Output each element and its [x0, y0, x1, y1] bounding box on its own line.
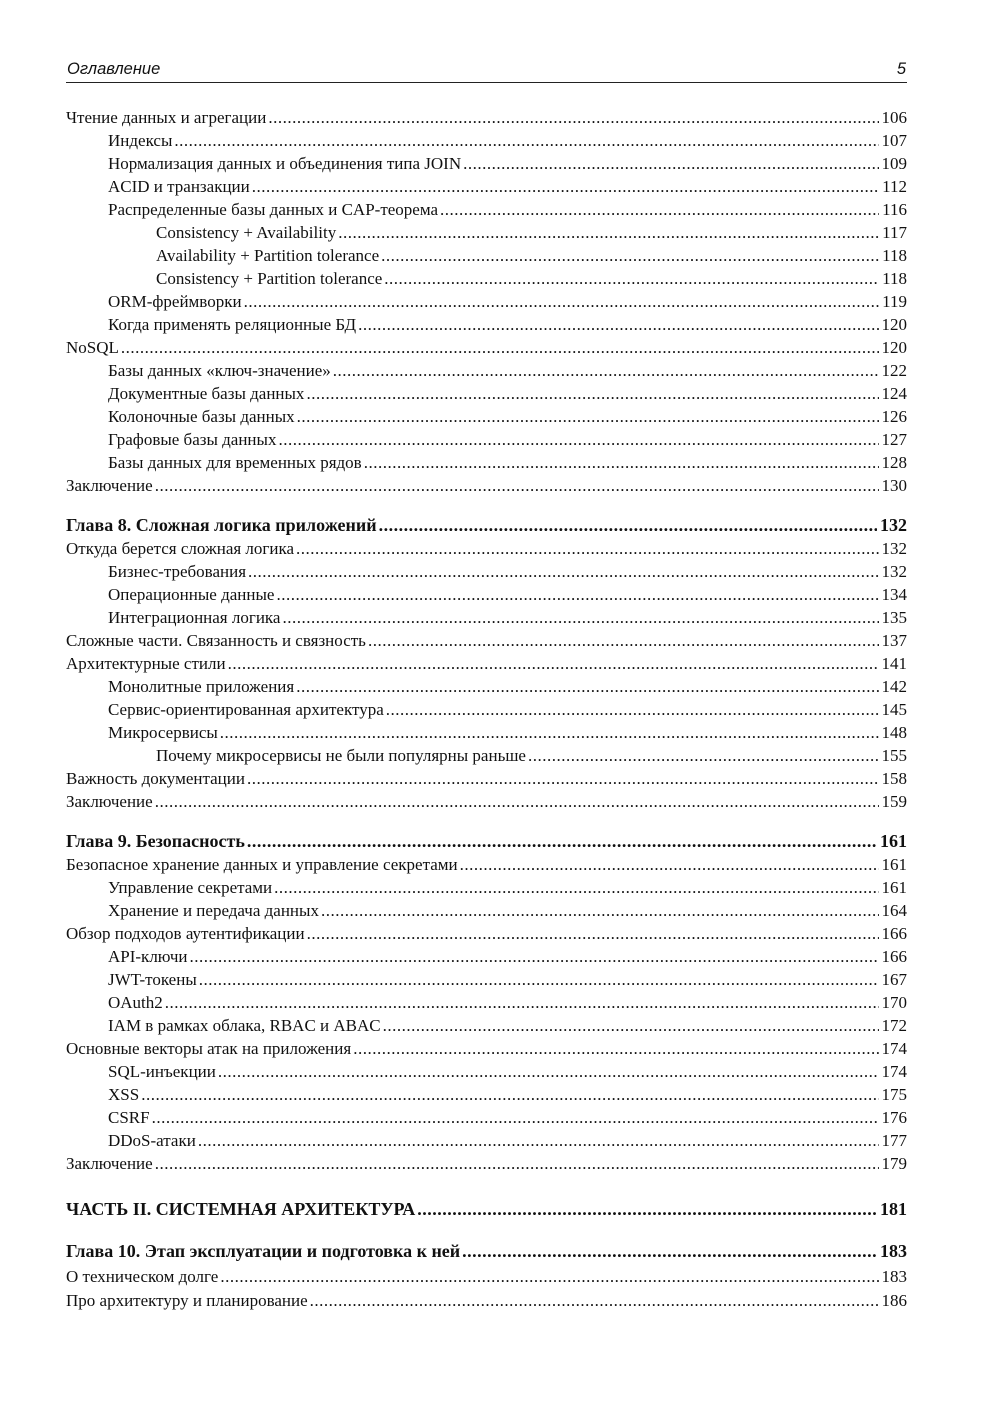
toc-dot-leader	[199, 968, 879, 991]
toc-dot-leader	[165, 991, 879, 1014]
toc-entry	[66, 405, 907, 428]
toc-entry-title: Бизнес-требования	[108, 562, 247, 581]
toc-entry-page: 107	[881, 131, 907, 150]
toc-entry	[66, 583, 907, 606]
toc-entry-title: Глава 10. Этап эксплуатации и подготовка к ней	[66, 1241, 461, 1261]
toc-entry-title: ЧАСТЬ II. СИСТЕМНАЯ АРХИТЕКТУРА	[66, 1199, 416, 1219]
toc-entry-page: 119	[882, 292, 907, 311]
toc-entry-title: Микросервисы	[108, 723, 218, 742]
toc-dot-leader	[364, 451, 879, 474]
toc-entry-page: 158	[881, 769, 907, 788]
toc-entry	[66, 991, 907, 1014]
toc-entry-title: Индексы	[108, 131, 173, 150]
toc-entry-title: Глава 9. Безопасность	[66, 831, 245, 851]
toc-entry-title: Про архитектуру и планирование	[66, 1291, 308, 1310]
toc-entry-page: 132	[881, 539, 907, 558]
toc-dot-leader	[141, 1083, 878, 1106]
toc-entry-page: 155	[881, 746, 907, 765]
toc-entry-title: Графовые базы данных	[108, 430, 277, 449]
toc-entry-title: Глава 8. Сложная логика приложений	[66, 515, 377, 535]
toc-entry-page: 118	[882, 269, 907, 288]
toc-entry-title: Операционные данные	[108, 585, 275, 604]
toc-dot-leader	[155, 790, 879, 813]
toc-entry-title: Откуда берется сложная логика	[66, 539, 295, 558]
toc-entry-title: Сложные части. Связанность и связность	[66, 631, 366, 650]
toc-dot-leader	[386, 698, 879, 721]
toc-entry-page: 161	[881, 878, 907, 897]
toc-entry	[66, 1152, 907, 1175]
toc-dot-leader	[353, 1037, 878, 1060]
toc-entry	[66, 968, 907, 991]
toc-entry-title: Заключение	[66, 792, 153, 811]
toc-entry	[66, 876, 907, 899]
toc-entry	[66, 922, 907, 945]
toc-chapter-entry	[66, 828, 907, 854]
toc-dot-leader	[460, 853, 879, 876]
toc-entry	[66, 1289, 907, 1312]
toc-dot-leader	[321, 899, 879, 922]
toc-entry-title: JWT-токены	[108, 970, 197, 989]
toc-dot-leader	[268, 106, 878, 129]
toc-entry	[66, 129, 907, 152]
toc-entry-title: Важность документации	[66, 769, 245, 788]
toc-dot-leader	[121, 336, 879, 359]
toc-entry-page: 120	[881, 338, 907, 357]
toc-dot-leader	[174, 129, 878, 152]
toc-entry-page: 130	[881, 476, 907, 495]
toc-entry-title: API-ключи	[108, 947, 188, 966]
toc-entry-page: 126	[881, 407, 907, 426]
toc-dot-leader	[384, 267, 879, 290]
toc-entry-page: 175	[881, 1085, 907, 1104]
toc-entry	[66, 790, 907, 813]
toc-dot-leader	[190, 945, 879, 968]
toc-entry-page: 186	[881, 1291, 907, 1310]
toc-entry-page: 132	[880, 515, 907, 535]
toc-entry-page: 141	[881, 654, 907, 673]
toc-entry-page: 120	[881, 315, 907, 334]
toc-dot-leader	[198, 1129, 879, 1152]
toc-entry-title: SQL-инъекции	[108, 1062, 216, 1081]
toc-dot-leader	[228, 652, 879, 675]
toc-entry	[66, 721, 907, 744]
toc-dot-leader	[248, 560, 878, 583]
toc-entry-title: Документные базы данных	[108, 384, 305, 403]
toc-entry-page: 142	[881, 677, 907, 696]
toc-dot-leader	[220, 721, 879, 744]
toc-entry-title: Монолитные приложения	[108, 677, 295, 696]
toc-entry-page: 174	[881, 1039, 907, 1058]
toc-dot-leader	[155, 474, 879, 497]
toc-dot-leader	[155, 1152, 879, 1175]
toc-dot-leader	[333, 359, 879, 382]
toc-entry-page: 112	[882, 177, 907, 196]
toc-chapter-entry	[66, 512, 907, 538]
toc-entry	[66, 336, 907, 359]
toc-entry	[66, 290, 907, 313]
toc-dot-leader	[244, 290, 880, 313]
toc-entry	[66, 675, 907, 698]
toc-entry-title: Сервис-ориентированная архитектура	[108, 700, 384, 719]
toc-entry	[66, 853, 907, 876]
toc-entry	[66, 313, 907, 336]
toc-entry	[66, 767, 907, 790]
running-head-title: Оглавление	[67, 60, 161, 78]
toc-entry-title: NoSQL	[66, 338, 119, 357]
toc-entry	[66, 221, 907, 244]
toc-entry-title: OAuth2	[108, 993, 163, 1012]
toc-entry-page: 181	[880, 1199, 907, 1219]
toc-entry	[66, 1106, 907, 1129]
toc-entry	[66, 1129, 907, 1152]
toc-dot-leader	[306, 382, 878, 405]
toc-entry-title: Обзор подходов аутентификации	[66, 924, 305, 943]
toc-entry-title: Заключение	[66, 1154, 153, 1173]
toc-entry	[66, 652, 907, 675]
toc-entry-page: 166	[881, 924, 907, 943]
toc-entry-page: 159	[881, 792, 907, 811]
toc-dot-leader	[358, 313, 878, 336]
toc-entry-title: Архитектурные стили	[66, 654, 226, 673]
toc-entry-title: Колоночные базы данных	[108, 407, 295, 426]
toc-entry-title: XSS	[108, 1085, 140, 1104]
toc-dot-leader	[296, 537, 878, 560]
toc-entry	[66, 1265, 907, 1288]
toc-entry-page: 137	[881, 631, 907, 650]
toc-entry-page: 161	[880, 831, 907, 851]
toc-entry-title: Availability + Partition tolerance	[156, 246, 380, 265]
toc-entry-title: Интеграционная логика	[108, 608, 281, 627]
toc-entry-page: 132	[881, 562, 907, 581]
toc-entry	[66, 629, 907, 652]
toc-entry-page: 172	[881, 1016, 907, 1035]
toc-chapter-entry	[66, 1238, 907, 1264]
toc-entry	[66, 198, 907, 221]
toc-entry-title: CSRF	[108, 1108, 150, 1127]
toc-entry-page: 116	[882, 200, 907, 219]
toc-entry-title: Управление секретами	[108, 878, 273, 897]
table-of-contents	[66, 0, 907, 1423]
toc-chapter-entry	[66, 1196, 907, 1222]
toc-entry-page: 127	[881, 430, 907, 449]
toc-dot-leader	[247, 767, 879, 790]
toc-dot-leader	[462, 1238, 877, 1264]
toc-entry-title: Базы данных «ключ-значение»	[108, 361, 331, 380]
toc-entry-page: 135	[881, 608, 907, 627]
toc-entry-page: 128	[881, 453, 907, 472]
toc-entry-page: 109	[881, 154, 907, 173]
toc-entry-title: ORM-фреймворки	[108, 292, 242, 311]
toc-entry-title: IAM в рамках облака, RBAC и ABAC	[108, 1016, 381, 1035]
toc-entry-title: Почему микросервисы не были популярны раньше	[156, 746, 526, 765]
toc-entry-title: DDoS-атаки	[108, 1131, 196, 1150]
toc-entry-title: Заключение	[66, 476, 153, 495]
toc-dot-leader	[220, 1265, 878, 1288]
toc-dot-leader	[379, 512, 877, 538]
toc-dot-leader	[338, 221, 879, 244]
toc-entry-title: Consistency + Partition tolerance	[156, 269, 383, 288]
toc-entry-page: 106	[881, 108, 907, 127]
toc-entry	[66, 152, 907, 175]
toc-entry-page: 164	[881, 901, 907, 920]
toc-entry	[66, 606, 907, 629]
toc-dot-leader	[282, 606, 878, 629]
toc-entry	[66, 474, 907, 497]
toc-dot-leader	[278, 428, 878, 451]
toc-entry-page: 170	[881, 993, 907, 1012]
toc-entry	[66, 945, 907, 968]
toc-entry-page: 118	[882, 246, 907, 265]
toc-entry	[66, 451, 907, 474]
toc-dot-leader	[247, 828, 877, 854]
toc-entry-title: Безопасное хранение данных и управление секретами	[66, 855, 458, 874]
toc-entry	[66, 359, 907, 382]
toc-entry-title: Распределенные базы данных и CAP-теорема	[108, 200, 439, 219]
toc-dot-leader	[252, 175, 879, 198]
toc-dot-leader	[383, 1014, 879, 1037]
toc-entry	[66, 537, 907, 560]
toc-entry	[66, 899, 907, 922]
toc-entry-page: 167	[881, 970, 907, 989]
toc-entry	[66, 1014, 907, 1037]
toc-entry	[66, 244, 907, 267]
toc-dot-leader	[368, 629, 879, 652]
toc-entry-page: 166	[881, 947, 907, 966]
toc-dot-leader	[152, 1106, 879, 1129]
toc-entry-page: 174	[881, 1062, 907, 1081]
toc-entry-page: 148	[881, 723, 907, 742]
toc-entry-title: ACID и транзакции	[108, 177, 250, 196]
toc-entry	[66, 267, 907, 290]
toc-entry	[66, 428, 907, 451]
toc-entry-title: Чтение данных и агрегации	[66, 108, 267, 127]
toc-entry	[66, 1037, 907, 1060]
toc-dot-leader	[440, 198, 879, 221]
toc-dot-leader	[276, 583, 878, 606]
toc-entry-page: 183	[881, 1267, 907, 1286]
toc-entry-page: 134	[881, 585, 907, 604]
toc-entry-page: 183	[880, 1241, 907, 1261]
toc-dot-leader	[307, 922, 879, 945]
toc-entry-title: Хранение и передача данных	[108, 901, 319, 920]
toc-dot-leader	[310, 1289, 879, 1312]
toc-entry	[66, 560, 907, 583]
toc-entry	[66, 175, 907, 198]
toc-dot-leader	[417, 1196, 877, 1222]
toc-entry-page: 124	[881, 384, 907, 403]
toc-entry-page: 122	[881, 361, 907, 380]
toc-dot-leader	[274, 876, 878, 899]
toc-entry-title: Базы данных для временных рядов	[108, 453, 362, 472]
toc-dot-leader	[528, 744, 879, 767]
running-head-page-number: 5	[896, 60, 906, 78]
toc-dot-leader	[297, 405, 879, 428]
toc-entry-page: 161	[881, 855, 907, 874]
toc-entry-page: 117	[882, 223, 907, 242]
toc-entry	[66, 698, 907, 721]
toc-entry-page: 177	[881, 1131, 907, 1150]
toc-entry	[66, 1060, 907, 1083]
toc-entry	[66, 106, 907, 129]
toc-entry-title: Consistency + Availability	[156, 223, 337, 242]
toc-entry-title: Основные векторы атак на приложения	[66, 1039, 352, 1058]
toc-entry	[66, 382, 907, 405]
toc-entry-title: Нормализация данных и объединения типа JOIN	[108, 154, 462, 173]
toc-entry-page: 145	[881, 700, 907, 719]
toc-dot-leader	[296, 675, 878, 698]
toc-entry-title: Когда применять реляционные БД	[108, 315, 357, 334]
toc-entry-page: 176	[881, 1108, 907, 1127]
toc-entry-page: 179	[881, 1154, 907, 1173]
toc-entry	[66, 744, 907, 767]
toc-entry-title: О техническом долге	[66, 1267, 219, 1286]
toc-dot-leader	[381, 244, 879, 267]
toc-dot-leader	[218, 1060, 879, 1083]
toc-entry	[66, 1083, 907, 1106]
toc-dot-leader	[463, 152, 878, 175]
